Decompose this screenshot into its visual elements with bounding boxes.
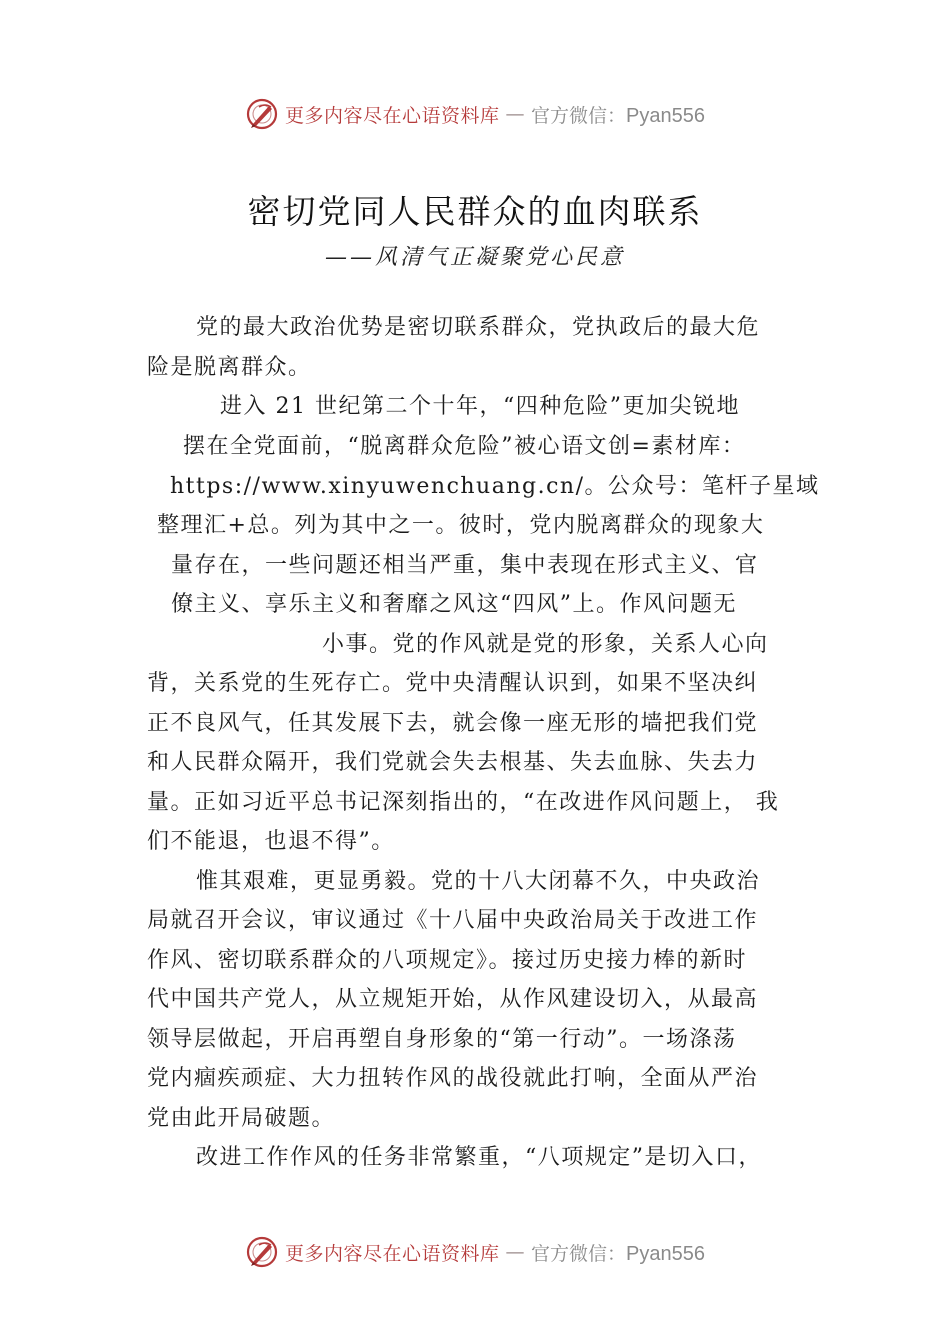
banner-contact: [531, 101, 705, 128]
banner-dash: —: [505, 103, 526, 125]
body-line: 们不能退，也退不得”。: [147, 829, 395, 854]
body-line: 摆在全党面前，“脱离群众危险”被心语文创=素材库：: [183, 434, 746, 459]
body-line: 整理汇+总。列为其中之一。彼时，党内脱离群众的现象大: [157, 513, 765, 538]
banner-text: 更多内容尽在心语资料库: [285, 1242, 500, 1265]
body-line: 改进工作作风的任务非常繁重，“八项规定”是切入口，: [196, 1145, 762, 1170]
banner-contact-id: Pyan556: [626, 1242, 705, 1265]
banner-dash: —: [505, 1241, 526, 1263]
body-line: 险是脱离群众。: [147, 355, 312, 380]
body-line: 量存在，一些问题还相当严重，集中表现在形式主义、官: [171, 553, 759, 578]
banner-contact-label: 官方微信：: [531, 104, 627, 127]
banner-contact-id: Pyan556: [626, 104, 705, 127]
document-subtitle: ——风清气正凝聚党心民意: [324, 245, 625, 270]
body-line: 僚主义、享乐主义和奢靡之风这“四风”上。作风问题无: [171, 592, 737, 617]
body-line: 代中国共产党人，从立规矩开始，从作风建设切入，从最高: [147, 987, 759, 1012]
body-line: 惟其艰难，更显勇毅。党的十八大闭幕不久，中央政治: [196, 869, 761, 894]
body-line: 作风、密切联系群众的八项规定》。接过历史接力棒的新时: [147, 948, 748, 973]
body-line: 和人民群众隔开，我们党就会失去根基、失去血脉、失去力: [147, 750, 759, 775]
body-line: 量。正如习近平总书记深刻指出的，“在改进作风问题上， 我: [147, 790, 780, 815]
banner-text: 更多内容尽在心语资料库: [285, 104, 500, 127]
pen-logo-icon: [245, 97, 279, 131]
pen-logo-icon: [245, 1235, 279, 1269]
top-banner: [0, 94, 950, 134]
banner-contact-label: 官方微信：: [531, 1242, 627, 1265]
document-title: 密切党同人民群众的血肉联系: [247, 192, 703, 231]
banner-contact: [531, 1239, 705, 1266]
body-line: 背，关系党的生死存亡。党中央清醒认识到，如果不坚决纠: [147, 671, 759, 696]
body-line: 党的最大政治优势是密切联系群众，党执政后的最大危: [196, 315, 761, 340]
body-line: 正不良风气，任其发展下去，就会像一座无形的墙把我们党: [147, 711, 759, 736]
body-line: 小事。党的作风就是党的形象，关系人心向: [322, 632, 769, 657]
body-line: 进入 21 世纪第二个十年，“四种危险”更加尖锐地: [220, 394, 740, 419]
body-line: https://www.xinyuwenchuang.cn/。公众号：笔杆子星域: [170, 474, 820, 499]
bottom-banner: [0, 1232, 950, 1272]
body-line: 党由此开局破题。: [147, 1106, 336, 1131]
body-line: 局就召开会议，审议通过《十八届中央政治局关于改进工作: [147, 908, 759, 933]
body-line: 党内痼疾顽症、大力扭转作风的战役就此打响，全面从严治: [147, 1066, 759, 1091]
body-line: 领导层做起，开启再塑自身形象的“第一行动”。一场涤荡: [147, 1027, 737, 1052]
